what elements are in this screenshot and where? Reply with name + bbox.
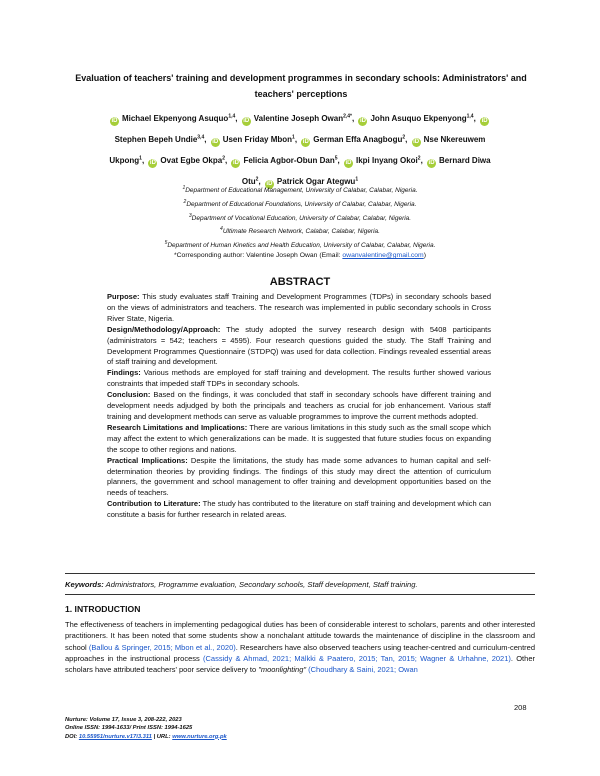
abstract-paragraph: [107, 456, 491, 500]
orcid-icon[interactable]: iD: [359, 117, 366, 124]
author-name: Bernard Diwa Otu: [241, 155, 491, 187]
doi-link[interactable]: 10.55951/nurture.v17i3.311: [78, 733, 152, 740]
orcid-icon[interactable]: iD: [149, 159, 156, 166]
moonlighting-term: "moonlighting": [258, 665, 307, 675]
abstract-text: The study has contributed to the literature on staff training and development which can constitute a basis for further research in related areas.: [107, 499, 491, 520]
author-name: Michael Ekpenyong Asuquo: [121, 113, 229, 123]
author-affiliation-mark: 1: [292, 134, 295, 141]
affiliation: [100, 183, 500, 197]
corresponding-author-text: *Corresponding author: Valentine Joseph Owan (Email:: [174, 252, 343, 259]
section-heading: 1. INTRODUCTION: [65, 604, 141, 614]
author: [240, 114, 355, 123]
affiliation-text: Department of Educational Management, University of Calabar, Calabar, Nigeria.: [185, 187, 418, 195]
affiliation-mark: 1: [182, 185, 186, 191]
abstract-paragraph: [107, 292, 491, 325]
orcid-icon[interactable]: iD: [243, 117, 250, 124]
author-affiliation-mark: 1,4: [466, 113, 474, 119]
page-number: 208: [514, 703, 527, 712]
introduction-paragraph: [65, 619, 535, 675]
orcid-icon[interactable]: iD: [413, 138, 420, 145]
abstract-paragraph: [107, 423, 491, 456]
author-affiliation-mark: 3,4: [197, 134, 205, 141]
author: [299, 135, 407, 144]
abstract-label: Research Limitations and Implications:: [107, 422, 248, 432]
abstract-label: Design/Methodology/Approach:: [107, 324, 221, 334]
keywords-text: Administrators, Programme evaluation, Secondary schools, Staff development, Staff training.: [103, 580, 418, 589]
abstract-paragraph: [107, 325, 491, 369]
author-affiliation-mark: 2: [255, 176, 259, 183]
abstract-body: [107, 292, 491, 521]
footer-doi-line: [65, 733, 365, 741]
author-separator: ,: [352, 113, 355, 123]
author-affiliation-mark: 5: [334, 155, 338, 162]
abstract-label: Contribution to Literature:: [107, 499, 201, 509]
journal-url-link[interactable]: www.nurture.org.pk: [172, 733, 227, 740]
orcid-icon[interactable]: iD: [428, 159, 435, 166]
abstract-paragraph: [107, 499, 491, 521]
author-affiliation-mark: 1: [355, 176, 359, 183]
author: [209, 135, 297, 144]
author-name: John Asuquo Ekpenyong: [370, 113, 467, 123]
orcid-icon[interactable]: iD: [111, 117, 118, 124]
affiliation: [100, 238, 500, 252]
citation-3[interactable]: (Choudhary & Saini, 2021; Owan: [306, 665, 418, 675]
intro-text-2: . Researchers have also observed teachers using teacher-centred and curriculum-centred approaches in the instructional process: [65, 642, 535, 663]
author-separator: ,: [225, 155, 228, 165]
affiliation-mark: 3: [188, 212, 192, 219]
author: [229, 156, 339, 165]
author-affiliation-mark: 1: [139, 155, 142, 162]
author-affiliation-mark: 1,4: [228, 113, 236, 119]
orcid-icon[interactable]: iD: [481, 117, 488, 124]
author-separator: ,: [473, 113, 476, 123]
affiliation-text: Ultimate Research Network, Calabar, Calabar, Nigeria.: [222, 228, 380, 236]
abstract-text: Various methods are employed for staff training and development. The results further showed various constraints that impeded staff TDPs in secondary schools.: [107, 368, 491, 389]
author-affiliation-mark: 2: [222, 155, 225, 162]
paper-title: Evaluation of teachers' training and development programmes in secondary schools: Administrators' and teachers' perceptions: [75, 73, 527, 99]
author-separator: ,: [204, 134, 207, 144]
citation-1[interactable]: (Ballou & Springer, 2015; Mbon et al., 2020): [88, 642, 236, 652]
abstract-text: There are various limitations in this study such as the small scope which may affect the extent to which generalizations can be made. It is suggested that future studies focus on expanding the scope to other regions and nations.: [107, 422, 491, 454]
author-separator: ,: [294, 134, 298, 144]
affiliation-list: [100, 183, 500, 252]
orcid-icon[interactable]: iD: [345, 159, 352, 166]
abstract-label: Practical Implications:: [107, 455, 188, 465]
author-name: Ikpi Inyang Okoi: [355, 155, 418, 165]
affiliation: [100, 224, 500, 238]
abstract-heading: ABSTRACT: [269, 276, 331, 288]
author-name: Nse Nkereuwem Ukpong: [109, 134, 486, 165]
corresponding-email-link[interactable]: owanvalentine@gmail.com: [342, 252, 424, 259]
author: [108, 114, 238, 123]
author-name: Usen Friday Mbon: [222, 134, 293, 144]
keywords-divider: [65, 594, 535, 595]
author-name: Ovat Egbe Okpa: [160, 155, 223, 165]
author-name: German Effa Anagbogu: [313, 134, 403, 144]
author: [356, 114, 475, 123]
intro-text-3: . Other scholars have attributed teachers' poor service delivery to: [65, 653, 535, 675]
author-separator: ,: [235, 113, 238, 123]
orcid-icon[interactable]: iD: [212, 138, 219, 145]
keywords: [65, 580, 535, 589]
abstract-text: Despite the limitations, the study has made some advances to human capital and self-determination theories by providing findings. The findings of this study may direct the attention of curriculum planners, the government and school management to offer training and development opportunities based on the needs of teachers.: [107, 455, 491, 498]
abstract-text: Based on the findings, it was concluded that staff in secondary schools have different training and development needs adjudged by both the principals and teachers as crucial for job enhancement. Various staff training and development methods can serve as valuable programmes to improve the current methods adopted.: [107, 390, 491, 421]
affiliation-text: Department of Vocational Education, University of Calabar, Calabar, Nigeria.: [191, 214, 412, 222]
author-affiliation-mark: 2: [402, 134, 406, 141]
abstract-label: Purpose:: [107, 292, 140, 301]
author-affiliation-mark: 2: [417, 155, 421, 162]
corresponding-suffix: ): [423, 252, 426, 259]
author-name: Patrick Ogar Ategwu: [276, 177, 356, 187]
abstract-label: Conclusion:: [107, 390, 151, 400]
abstract-paragraph: [107, 368, 491, 390]
url-label: | URL:: [151, 733, 173, 740]
author-separator: ,: [337, 155, 340, 165]
orcid-icon[interactable]: iD: [302, 138, 309, 145]
author-name: Valentine Joseph Owan: [253, 113, 344, 123]
author-affiliation-mark: 2,4*: [343, 113, 353, 119]
intro-text-1: The effectiveness of teachers in implementing pedagogical duties has been of considerable interest to scholars, parents and other interested practitioners. It has been noted that some students show a nonchalant attitude towards the maintenance of discipline in the classroom and school: [65, 620, 535, 652]
author-name: Stephen Bepeh Undie: [114, 134, 198, 144]
author-separator: ,: [141, 155, 145, 165]
author-separator: ,: [420, 155, 423, 165]
affiliation-mark: 5: [164, 240, 168, 246]
abstract-paragraph: [107, 390, 491, 423]
abstract-label: Findings:: [107, 368, 141, 378]
author-list: [100, 107, 500, 195]
citation-2[interactable]: (Cassidy & Ahmad, 2021; Mälkki & Paatero, 2015; Tan, 2015; Wagner & Urhahne, 2021): [203, 653, 511, 663]
author-separator: ,: [258, 177, 261, 187]
author-separator: ,: [405, 134, 408, 144]
author: [342, 156, 423, 165]
doi-label: DOI:: [65, 733, 79, 740]
affiliation-mark: 2: [183, 198, 187, 205]
affiliation: [100, 197, 500, 211]
affiliation-mark: 4: [220, 226, 223, 233]
footer-volume: Nurture: Volume 17, Issue 3, 208-222, 2023: [65, 717, 182, 723]
abstract-text: This study evaluates staff Training and Development Programmes (TDPs) in secondary schools based on the views of administrators and teachers. The research was implemented in public secondary schools in Cross River State, Nigeria.: [107, 292, 491, 323]
author: [146, 156, 227, 165]
abstract-text: The study adopted the survey research design with 5408 participants (administrators = 542; teachers = 4595). Four research questions guided the study. The Staff Training and Development Programmes Questionnaire (STDPQ) was used for data collection. Findings revealed essential areas of staff training and development.: [107, 324, 491, 367]
footer-issn: Online ISSN: 1994-1633/ Print ISSN: 1994-1625: [65, 725, 193, 732]
affiliation-text: Department of Human Kinetics and Health Education, University of Calabar, Calabar, Nigeria.: [167, 242, 436, 250]
keywords-label: Keywords:: [65, 580, 104, 589]
orcid-icon[interactable]: iD: [266, 181, 273, 188]
abstract-divider: [65, 573, 535, 574]
journal-footer: [65, 716, 365, 741]
author-name: Felicia Agbor-Obun Dan: [243, 155, 335, 165]
affiliation: [100, 211, 500, 225]
affiliation-text: Department of Educational Foundations, University of Calabar, Calabar, Nigeria.: [186, 200, 417, 208]
corresponding-author: [80, 252, 520, 259]
orcid-icon[interactable]: iD: [232, 159, 239, 166]
